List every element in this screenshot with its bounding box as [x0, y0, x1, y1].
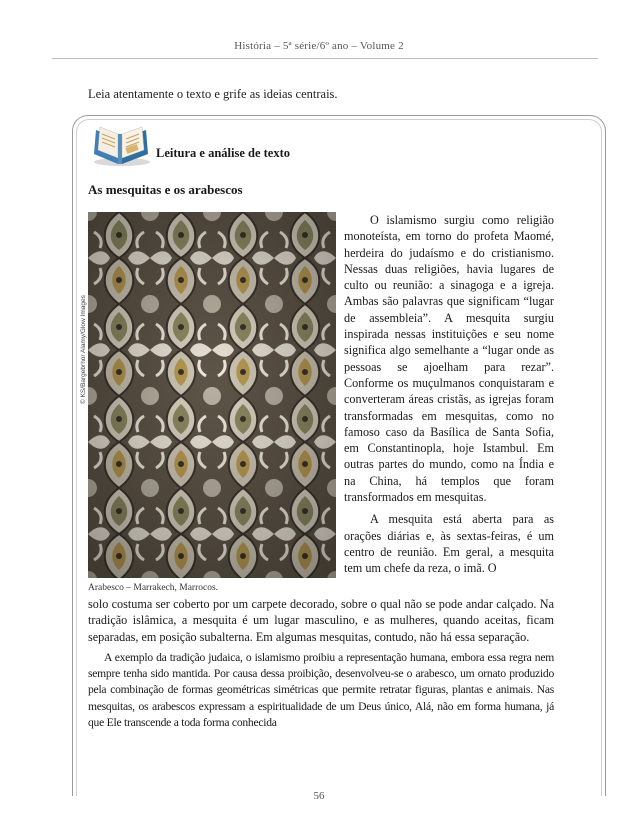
- paragraph-islam-origin: O islamismo surgiu como religião monoteísta, em torno do profeta Maomé, herdeira do judaísmo e do cristianismo. Nessas duas religiões, havia lugares de culto ou reunião: a sinagoga e a igreja. Ambas são palavras que significam “lugar de assembleia”. A mesquita surgiu inspirada nessas instituições e seu nome significa algo semelhante a “lugar onde as pessoas se ajoelham para rezar”. Conforme os muçulmanos conquistaram e converteram áreas cristãs, as igrejas foram transformadas em mesquitas, como no famoso caso da Basílica de Santa Sofia, em Constantinopla, hoje Istambul. Em outras partes do mundo, como na Índia e na China, há templos que foram transformados em mesquitas.: [344, 213, 554, 505]
- article-title: As mesquitas e os arabescos: [88, 182, 243, 197]
- paragraph-arabesque: A exemplo da tradição judaica, o islamismo proibiu a representação humana, embora essa regra nem sempre tenha sido mantida. Por causa dessa proibição, desenvolveu-se o arabesco, um ornato produzido pela combinação de formas geométricas simétricas que permite retratar figuras, plantas e animais. Nas mesquitas, os arabescos expressam a espiritualidade de um Deus único, Alá, não em forma humana, já que Ele transcende a toda forma conhecida: [88, 650, 554, 730]
- photo-caption: Arabesco – Marrakech, Marrocos.: [88, 583, 219, 593]
- photo-credit-text: © KS/Bargebrhor Alamy/Glow Images: [80, 295, 87, 404]
- article-full-width: [88, 596, 554, 731]
- page-number: 56: [313, 790, 325, 802]
- paragraph-mosque-prayers: A mesquita está aberta para as orações diárias e, às sextas-feiras, é um centro de reunião. Em geral, a mesquita tem um chefe da reza, o imã. O: [344, 512, 554, 576]
- arabesque-pattern: [88, 212, 336, 578]
- section-title: Leitura e análise de texto: [156, 146, 291, 160]
- instruction-text: Leia atentamente o texto e grife as ideias centrais.: [88, 87, 338, 101]
- paragraph-continuation: solo costuma ser coberto por um carpete decorado, sobre o qual não se pode andar calçado. Na tradição islâmica, a mesquita é um lugar masculino, e as mulheres, quando aceitas, ficam separadas, em posição subalterna. Em algumas mesquitas, contudo, não há essa separação.: [88, 597, 554, 644]
- running-header: História – 5ª série/6º ano – Volume 2: [234, 40, 404, 52]
- arabesque-photo: [88, 212, 336, 578]
- header-rule: [52, 58, 598, 59]
- open-book-icon: [88, 124, 154, 168]
- article-column: [344, 212, 554, 577]
- photo-credit: [78, 214, 88, 404]
